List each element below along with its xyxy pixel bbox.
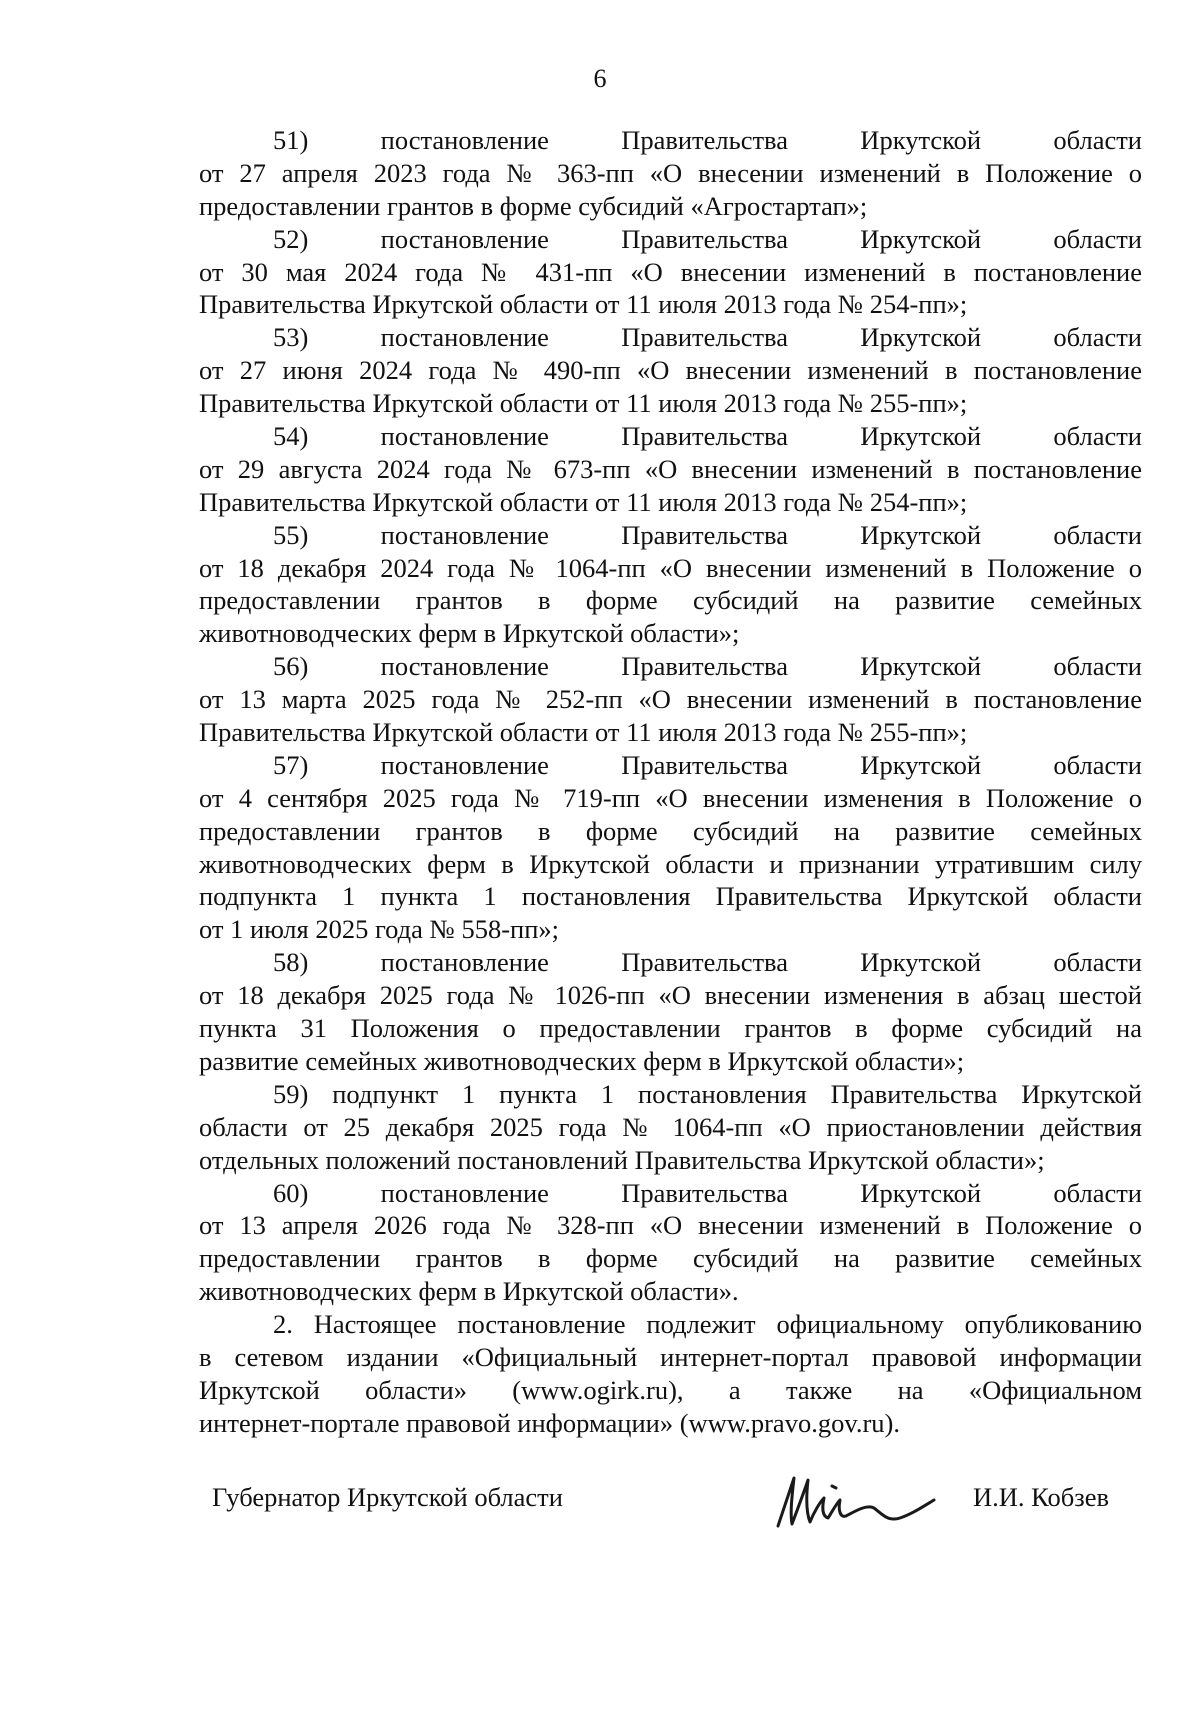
text-line: Иркутской области» (www.ogirk.ru), а также на «Официальном bbox=[199, 1374, 1142, 1405]
list-item bbox=[199, 749, 1142, 946]
text-line: от 18 декабря 2024 года № 1064-пп «О внесении изменений в Положение о bbox=[199, 552, 1142, 583]
text-line: предоставлении грантов в форме субсидий на развитие семейных bbox=[199, 1243, 1142, 1274]
text-line: животноводческих ферм в Иркутской области и признании утратившим силу bbox=[199, 848, 1142, 879]
list-item bbox=[199, 946, 1142, 1078]
text-line: интернет-портале правовой информации» (www.pravo.gov.ru). bbox=[199, 1407, 900, 1438]
signature-block bbox=[0, 1468, 1200, 1548]
text-line: пункта 31 Положения о предоставлении грантов в форме субсидий на bbox=[199, 1013, 1142, 1044]
text-line: от 27 апреля 2023 года № 363-пп «О внесении изменений в Положение о bbox=[199, 157, 1142, 188]
handwritten-signature bbox=[770, 1468, 940, 1538]
text-line: предоставлении грантов в форме субсидий на развитие семейных bbox=[199, 815, 1142, 846]
list-item bbox=[199, 124, 1142, 223]
text-line: Правительства Иркутской области от 11 июля 2013 года № 254-пп»; bbox=[199, 289, 968, 320]
text-line: отдельных положений постановлений Правительства Иркутской области»; bbox=[199, 1144, 1045, 1175]
text-line: Правительства Иркутской области от 11 июля 2013 года № 255-пп»; bbox=[199, 717, 968, 748]
document-body bbox=[199, 124, 1142, 1440]
text-line: от 1 июля 2025 года № 558-пп»; bbox=[199, 914, 559, 945]
page-number: 6 bbox=[593, 64, 607, 93]
text-line: развитие семейных животноводческих ферм в Иркутской области»; bbox=[199, 1045, 965, 1076]
text-line: от 13 апреля 2026 года № 328-пп «О внесении изменений в Положение о bbox=[199, 1210, 1142, 1241]
list-item bbox=[199, 650, 1142, 749]
text-line: от 13 марта 2025 года № 252-пп «О внесении изменений в постановление bbox=[199, 684, 1142, 715]
text-line: животноводческих ферм в Иркутской области». bbox=[199, 1276, 739, 1307]
text-line: Правительства Иркутской области от 11 июля 2013 года № 254-пп»; bbox=[199, 486, 968, 517]
text-line: в сетевом издании «Официальный интернет-портал правовой информации bbox=[199, 1341, 1142, 1372]
text-line: от 27 июня 2024 года № 490-пп «О внесении изменений в постановление bbox=[199, 355, 1142, 386]
signatory-title: Губернатор Иркутской области bbox=[212, 1482, 563, 1512]
text-line: 59) подпункт 1 пункта 1 постановления Правительства Иркутской bbox=[273, 1078, 1142, 1109]
list-item bbox=[199, 223, 1142, 322]
text-line: 54) постановление Правительства Иркутской области bbox=[273, 421, 1142, 452]
text-line: 58) постановление Правительства Иркутской области bbox=[273, 947, 1142, 978]
text-line: животноводческих ферм в Иркутской области»; bbox=[199, 618, 740, 649]
text-line: от 18 декабря 2025 года № 1026-пп «О внесении изменения в абзац шестой bbox=[199, 980, 1142, 1011]
signatory-name: И.И. Кобзев bbox=[973, 1482, 1109, 1512]
text-line: 56) постановление Правительства Иркутской области bbox=[273, 651, 1142, 682]
list-item bbox=[199, 321, 1142, 420]
text-line: 51) постановление Правительства Иркутской области bbox=[273, 125, 1142, 155]
list-item bbox=[199, 519, 1142, 651]
text-line: от 30 мая 2024 года № 431-пп «О внесении изменений в постановление bbox=[199, 256, 1142, 287]
text-line: от 29 августа 2024 года № 673-пп «О внесении изменений в постановление bbox=[199, 453, 1142, 484]
list-item bbox=[199, 1308, 1142, 1440]
text-line: Правительства Иркутской области от 11 июля 2013 года № 255-пп»; bbox=[199, 388, 968, 419]
text-line: подпункта 1 пункта 1 постановления Правительства Иркутской области bbox=[199, 881, 1142, 912]
text-line: предоставлении грантов в форме субсидий на развитие семейных bbox=[199, 585, 1142, 616]
text-line: 52) постановление Правительства Иркутской области bbox=[273, 223, 1142, 254]
text-line: 60) постановление Правительства Иркутской области bbox=[273, 1177, 1142, 1208]
text-line: 53) постановление Правительства Иркутской области bbox=[273, 322, 1142, 353]
text-line: 55) постановление Правительства Иркутской области bbox=[273, 519, 1142, 550]
text-line: от 4 сентября 2025 года № 719-пп «О внесении изменения в Положение о bbox=[199, 782, 1142, 813]
list-item bbox=[199, 1177, 1142, 1309]
list-item bbox=[199, 1078, 1142, 1177]
text-line: 57) постановление Правительства Иркутской области bbox=[273, 749, 1142, 780]
text-line: предоставлении грантов в форме субсидий «Агростартап»; bbox=[199, 190, 868, 221]
text-line: 2. Настоящее постановление подлежит официальному опубликованию bbox=[273, 1309, 1142, 1340]
text-line: области от 25 декабря 2025 года № 1064-пп «О приостановлении действия bbox=[199, 1111, 1142, 1142]
list-item bbox=[199, 420, 1142, 519]
